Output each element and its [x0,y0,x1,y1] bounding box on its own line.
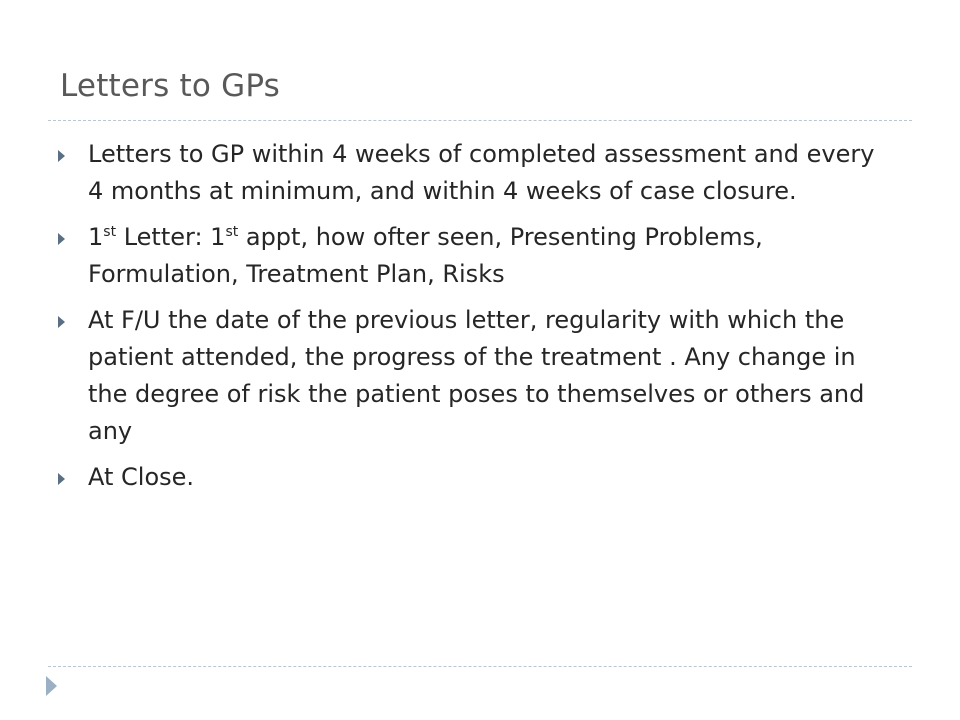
bullet-text: At F/U the date of the previous letter, regularity with which the patient attended, the progress of the treatment . Any change in the degree of risk the patient poses to themselves or others and any [88,306,865,445]
superscript: st [225,224,239,240]
superscript: st [103,224,117,240]
bullet-arrow-icon [58,316,65,328]
bullet-text: At Close. [88,463,195,491]
bullet-item [58,302,888,450]
bullet-arrow-icon [58,473,65,485]
bullet-item [58,219,888,293]
bullet-text [88,223,763,288]
bullet-text: Letters to GP within 4 weeks of completed assessment and every 4 months at minimum, and within 4 weeks of case closure. [88,140,875,205]
bullet-arrow-icon [58,150,65,162]
bullet-text-segment: Letter: 1 [116,223,226,251]
slide-title: Letters to GPs [60,68,281,104]
title-divider [48,120,912,121]
bullet-item [58,136,888,210]
bullet-item [58,459,888,496]
footer-arrow-icon [46,676,57,696]
bullet-text-segment: 1 [88,223,104,251]
footer-divider [48,666,912,667]
bullet-text-segment: appt, how ofter seen, Presenting Problems, Formulation, Treatment Plan, Risks [88,223,763,288]
bullet-list [58,136,888,505]
bullet-arrow-icon [58,233,65,245]
